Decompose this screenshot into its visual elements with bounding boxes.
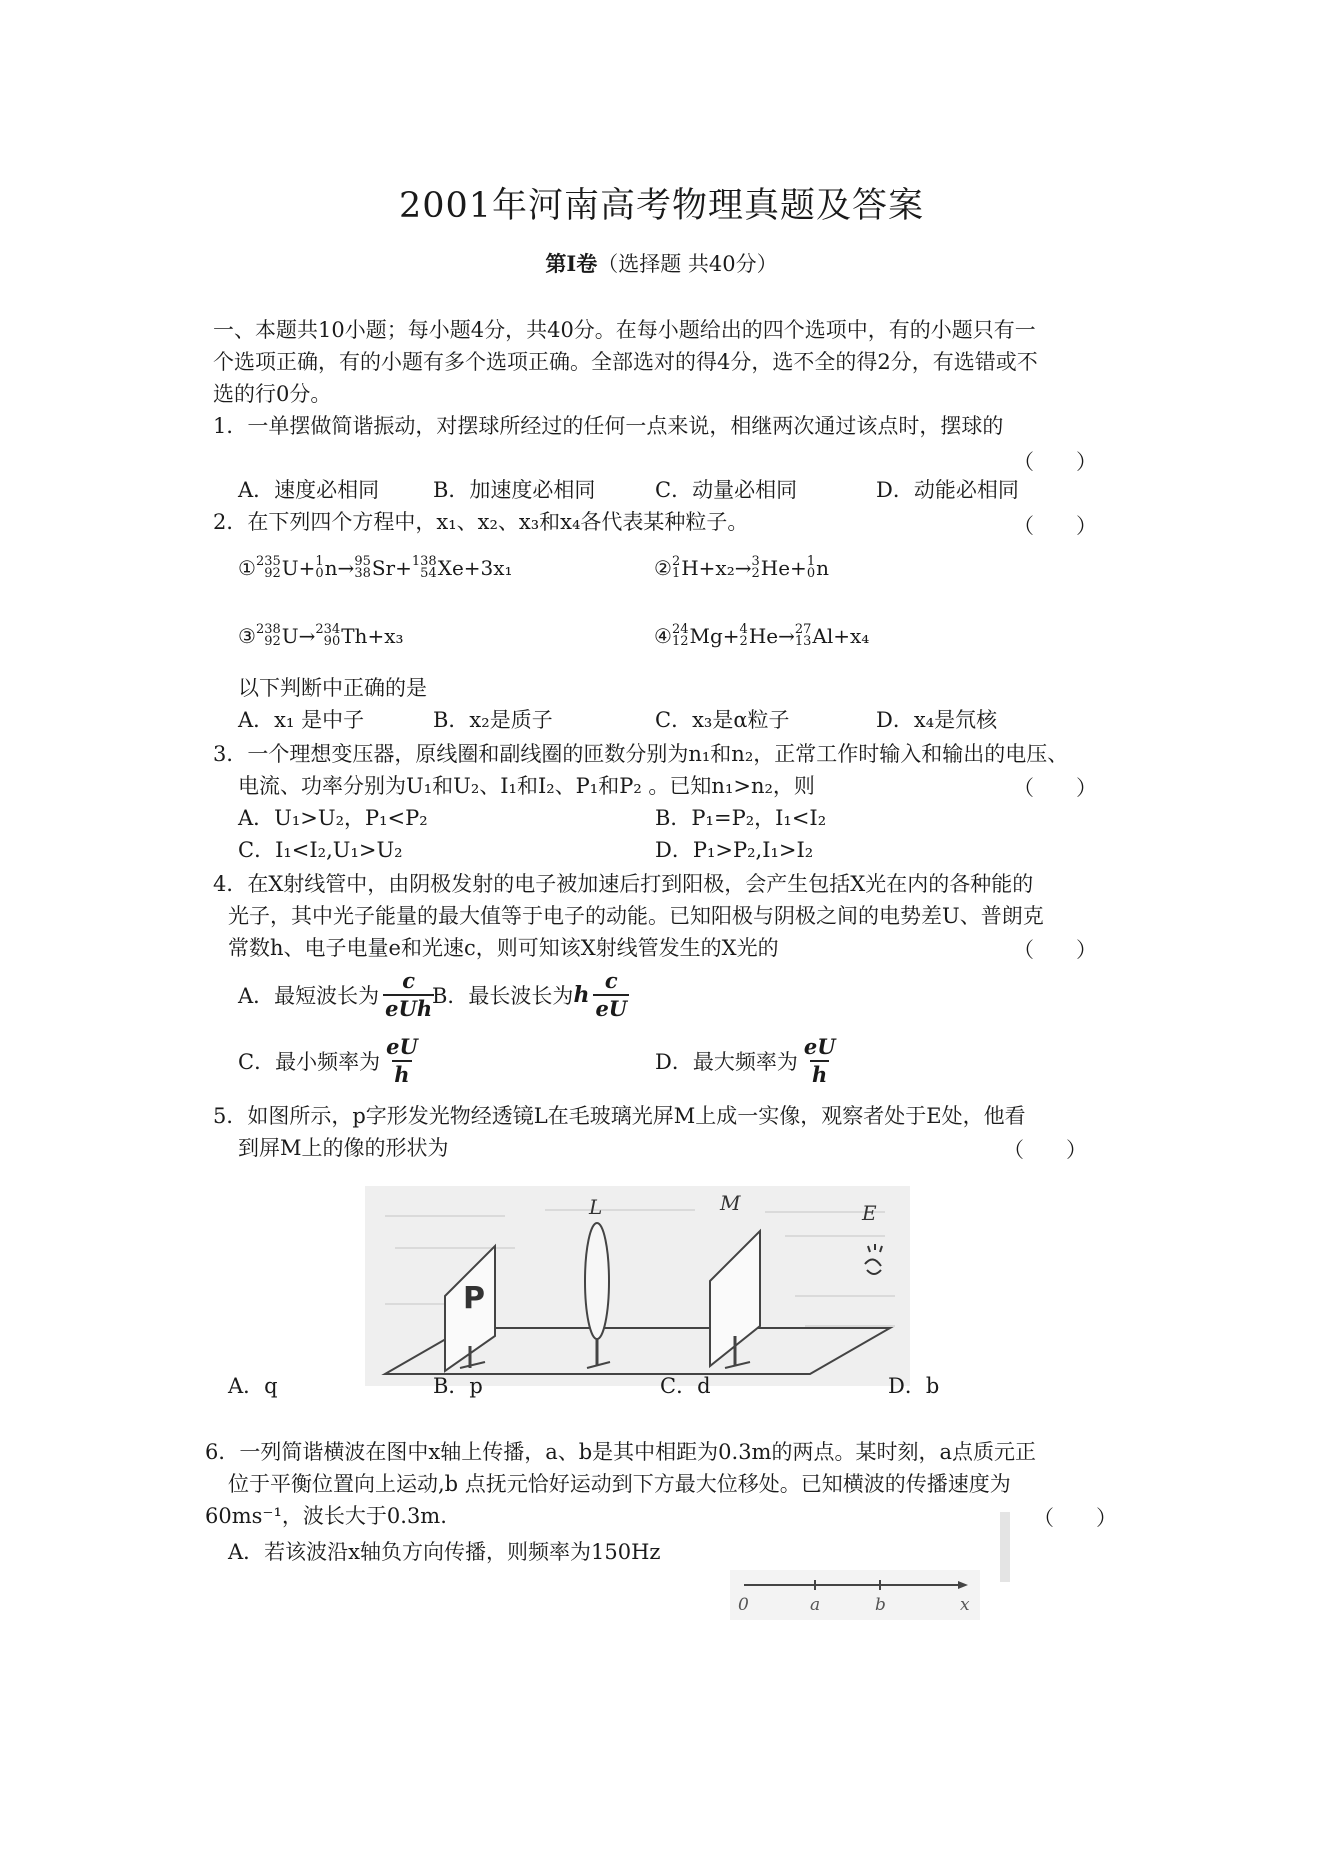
q4-option-c-label: C．最小频率为: [238, 1050, 381, 1074]
eq1-u-symbol: U+: [281, 556, 316, 580]
q1-option-b: B．加速度必相同: [433, 478, 596, 502]
eq1-mark: ①: [238, 556, 256, 580]
eq4-he-isotope: 4 2: [739, 622, 748, 649]
q4-option-b: [432, 968, 633, 1022]
instructions-line-3: 选的行0分。: [213, 382, 332, 406]
q4-option-d-label: D．最大频率为: [655, 1050, 798, 1074]
instructions-line-2: 个选项正确，有的小题有多个选项正确。全部选对的得4分，选不全的得2分，有选错或不: [213, 350, 1038, 374]
q4-option-b-denominator: eU: [595, 996, 628, 1021]
q4-option-d: [655, 1034, 842, 1088]
q4-stem-line-1: 4．在X射线管中，由阴极发射的电子被加速后打到阳极，会产生包括X光在内的各种能的: [213, 872, 1034, 896]
q6-axis-svg: [730, 1570, 980, 1620]
q4-option-d-numerator: eU: [803, 1034, 836, 1059]
eq2-h-symbol: H+x₂→: [681, 556, 752, 580]
q5-answer-paren: （ ）: [1003, 1138, 1087, 1162]
q4-stem-line-3: 常数h、电子电量e和光速c，则可知该X射线管发生的X光的: [228, 936, 779, 960]
q5-stem-line-1: 5．如图所示，p字形发光物经透镜L在毛玻璃光屏M上成一实像，观察者处于E处，他看: [213, 1104, 1026, 1128]
eq1-u-isotope: 235 92: [255, 554, 281, 581]
eq1-sr-symbol: Sr+: [371, 556, 412, 580]
q4-option-b-numerator: c: [604, 968, 618, 993]
q3-answer-paren: （ ）: [1013, 776, 1097, 800]
q5-option-c: C．d: [660, 1374, 711, 1398]
eq1-xe-isotope: 138 54: [411, 554, 437, 581]
eq4-he-symbol: He→: [748, 624, 795, 648]
eq2-mark: ②: [654, 556, 672, 580]
q5-stem-line-2: 到屏M上的像的形状为: [238, 1136, 449, 1160]
q4-option-b-label: B．最长波长为: [432, 984, 574, 1008]
eq2-n-symbol: n: [816, 556, 829, 580]
q4-option-c-denominator: h: [394, 1062, 410, 1087]
eq1-n-symbol: n→: [324, 556, 355, 580]
instructions-line-1: 一、本题共10小题；每小题4分，共40分。在每小题给出的四个选项中，有的小题只有一: [213, 318, 1036, 342]
q2-equation-4: [654, 624, 869, 648]
eq3-mark: ③: [238, 624, 256, 648]
q2-option-b: B．x₂是质子: [433, 708, 553, 732]
eq4-mg-symbol: Mg+: [689, 624, 740, 648]
q6-option-a: A．若该波沿x轴负方向传播，则频率为150Hz: [228, 1540, 661, 1564]
eq3-u-isotope: 238 92: [255, 622, 281, 649]
eq3-u-symbol: U→: [281, 624, 316, 648]
q6-stem-line-1: 6．一列简谐横波在图中x轴上传播，a、b是其中相距为0.3m的两点。某时刻，a点质元正: [205, 1440, 1036, 1464]
q4-option-a-label: A．最短波长为: [238, 984, 380, 1008]
q4-option-b-fraction: [593, 968, 629, 1022]
eq2-h-isotope: 2 1: [671, 554, 681, 581]
eq1-xe-symbol: Xe+3x₁: [437, 556, 513, 580]
q1-stem: 1．一单摆做简谐振动，对摆球所经过的任何一点来说，相继两次通过该点时，摆球的: [213, 414, 1004, 438]
q5-option-b: B．p: [433, 1374, 483, 1398]
q6-stem-line-2: 位于平衡位置向上运动,b 点抚元恰好运动到下方最大位移处。已知横波的传播速度为: [228, 1472, 1011, 1496]
eq4-mg-isotope: 24 12: [671, 622, 689, 649]
q1-option-c: C．动量必相同: [655, 478, 798, 502]
q1-option-a: A．速度必相同: [238, 478, 380, 502]
x-axis-label: x: [960, 1595, 970, 1615]
q5-option-d: D．b: [888, 1374, 940, 1398]
q3-stem-line-1: 3．一个理想变压器，原线圈和副线圈的匝数分别为n₁和n₂，正常工作时输入和输出的电压、: [213, 742, 1069, 766]
eq2-n-isotope: 1 0: [806, 554, 816, 581]
q4-option-a-fraction: [383, 968, 434, 1022]
q2-stem: 2．在下列四个方程中，x₁、x₂、x₃和x₄各代表某种粒子。: [213, 510, 749, 534]
q6-stem-line-3: 60ms⁻¹，波长大于0.3m.: [205, 1504, 447, 1528]
q2-option-c: C．x₃是α粒子: [655, 708, 790, 732]
object-label: P: [463, 1281, 485, 1316]
q1-option-d: D．动能必相同: [876, 478, 1019, 502]
eq4-al-symbol: Al+x₄: [812, 624, 870, 648]
q3-stem-line-2: 电流、功率分别为U₁和U₂、I₁和I₂、P₁和P₂ 。已知n₁>n₂，则: [238, 774, 815, 798]
q3-option-d: D．P₁>P₂,I₁>I₂: [655, 838, 814, 862]
eq4-mark: ④: [654, 624, 672, 648]
q6-axis-figure: [730, 1570, 980, 1620]
page-title: 2001年河南高考物理真题及答案: [398, 186, 925, 226]
q1-answer-paren: （ ）: [1013, 450, 1097, 474]
section-title-rest: （选择题 共40分）: [597, 252, 778, 276]
point-a-label: a: [810, 1595, 821, 1615]
eq2-he-isotope: 3 2: [751, 554, 760, 581]
q4-option-d-fraction: [802, 1034, 838, 1088]
q4-option-a: [238, 968, 438, 1022]
eq3-th-symbol: Th+x₃: [341, 624, 404, 648]
q4-option-a-denominator: eUh: [385, 996, 433, 1021]
eq1-sr-isotope: 95 38: [354, 554, 371, 581]
q4-option-c: [238, 1034, 424, 1088]
q2-prompt: 以下判断中正确的是: [238, 676, 427, 700]
q2-equation-1: [238, 556, 513, 580]
q2-option-a: A．x₁ 是中子: [238, 708, 365, 732]
origin-label: 0: [738, 1595, 749, 1615]
section-title: [0, 248, 1323, 278]
point-b-label: b: [875, 1595, 886, 1615]
q4-option-a-numerator: c: [402, 968, 416, 993]
q4-option-b-prefix: h: [573, 982, 590, 1008]
eq1-n-isotope: 1 0: [315, 554, 324, 581]
q4-stem-line-2: 光子，其中光子能量的最大值等于电子的动能。已知阳极与阴极之间的电势差U、普朗克: [228, 904, 1044, 928]
eq2-he-symbol: He+: [760, 556, 807, 580]
lens-label: L: [589, 1195, 603, 1219]
q5-optics-figure: [365, 1186, 910, 1386]
section-title-bold: 第Ⅰ卷: [545, 251, 598, 276]
q6-answer-paren: （ ）: [1033, 1506, 1117, 1530]
q3-option-c: C．I₁<I₂,U₁>U₂: [238, 838, 403, 862]
q4-option-d-denominator: h: [812, 1062, 828, 1087]
q5-option-a: A．q: [228, 1374, 278, 1398]
scan-artifact: [1000, 1512, 1010, 1582]
q4-option-c-fraction: [384, 1034, 420, 1088]
q4-option-c-numerator: eU: [386, 1034, 418, 1059]
eq3-th-isotope: 234 90: [315, 622, 341, 649]
q4-answer-paren: （ ）: [1013, 938, 1097, 962]
eq4-al-isotope: 27 13: [794, 622, 812, 649]
q2-equation-3: [238, 624, 404, 648]
q3-option-b: B．P₁=P₂，I₁<I₂: [655, 806, 827, 830]
q3-option-a: A．U₁>U₂，P₁<P₂: [238, 806, 428, 830]
eye-label: E: [862, 1201, 877, 1225]
q5-optics-svg: [365, 1186, 910, 1386]
q2-answer-paren: （ ）: [1013, 514, 1097, 538]
q2-option-d: D．x₄是氘核: [876, 708, 998, 732]
q2-equation-2: [654, 556, 829, 580]
screen-label: M: [720, 1191, 741, 1215]
